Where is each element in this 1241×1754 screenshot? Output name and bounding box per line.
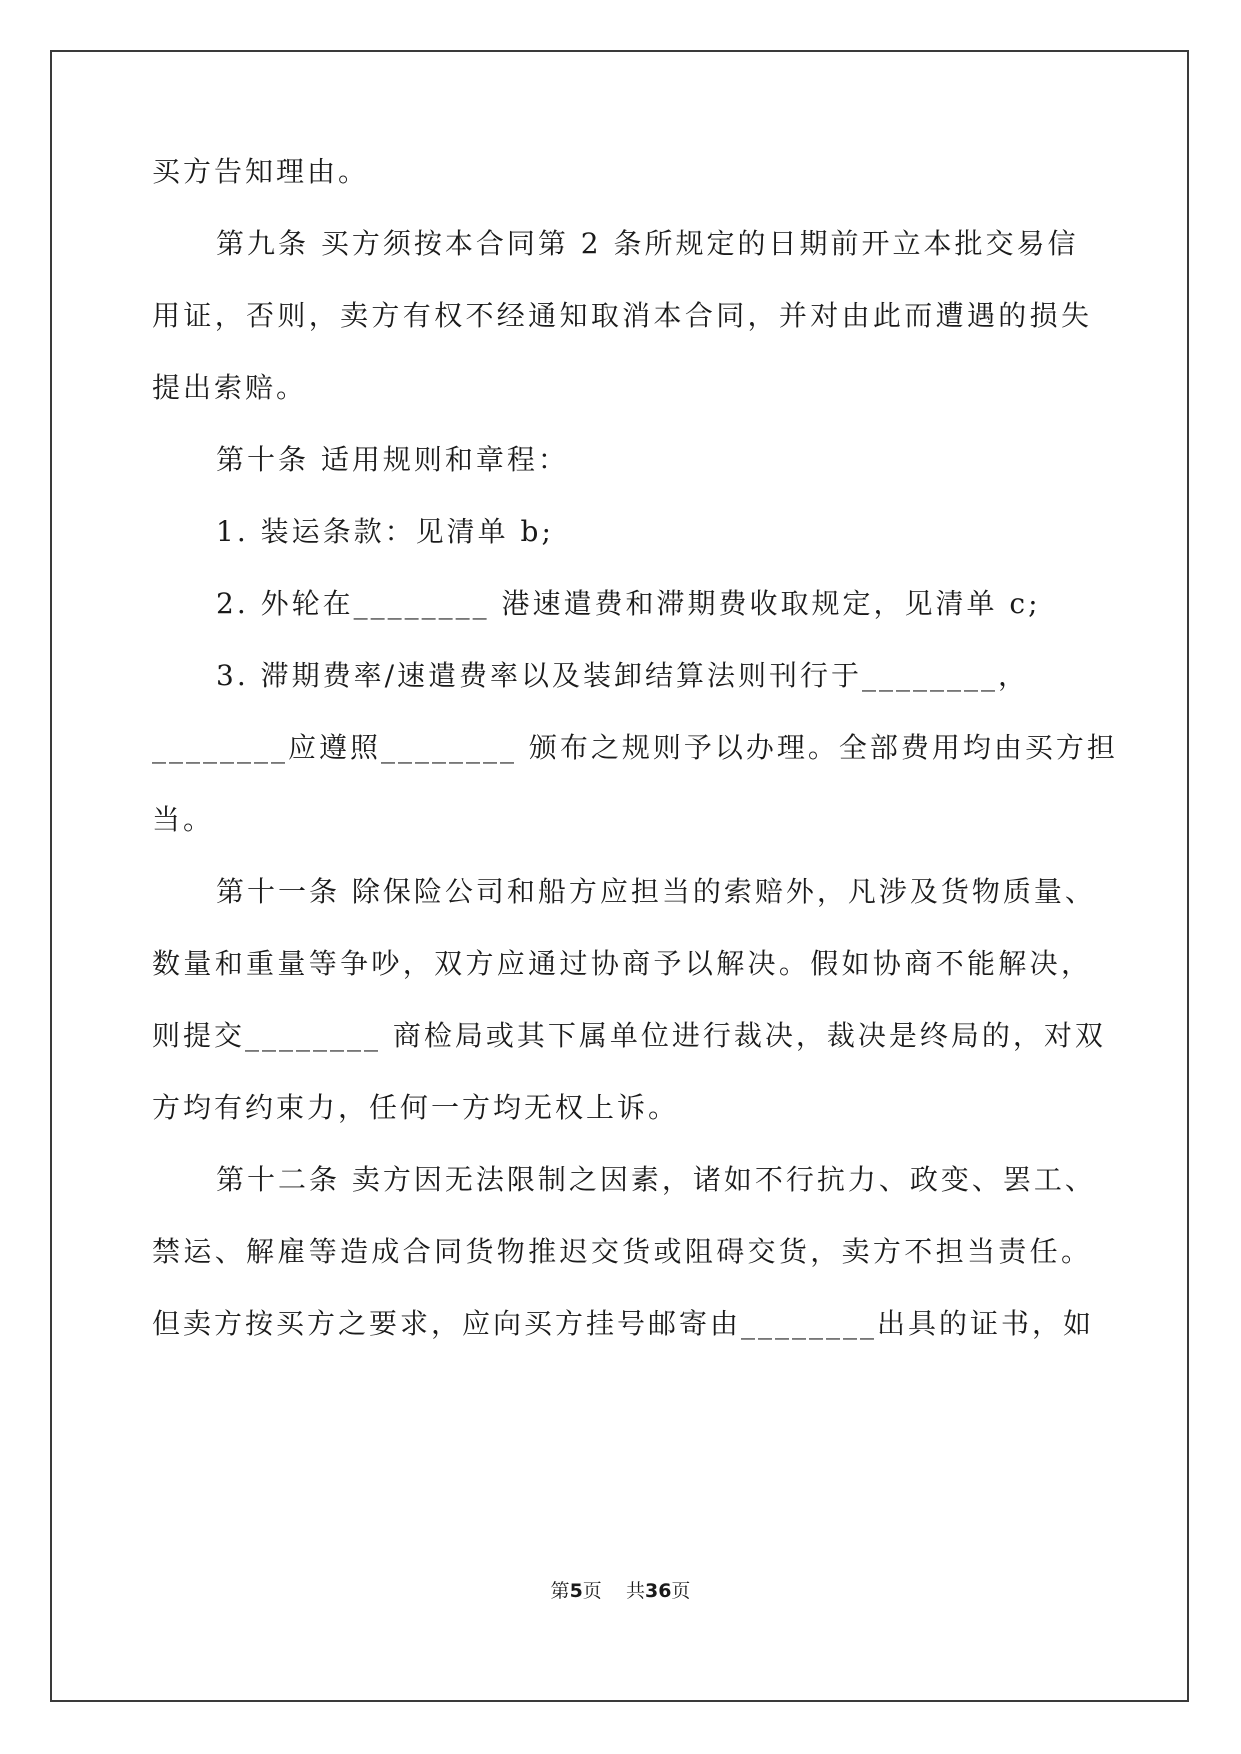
text-line: 第十条 适用规则和章程： bbox=[216, 443, 569, 476]
text-line: 3. 滞期费率/速遣费率以及装卸结算法则刊行于________， bbox=[216, 659, 1030, 692]
total-page-count: 36 bbox=[644, 1580, 672, 1602]
text-line: 当。 bbox=[152, 803, 215, 836]
footer-suffix: 页 bbox=[671, 1580, 691, 1602]
text-line: 1. 装运条款：见清单 b; bbox=[216, 515, 554, 548]
text-line: 第九条 买方须按本合同第 2 条所规定的日期前开立本批交易信 bbox=[216, 227, 1079, 260]
text-line: 方均有约束力，任何一方均无权上诉。 bbox=[152, 1091, 680, 1124]
text-line: 第十二条 卖方因无法限制之因素，诸如不行抗力、政变、罢工、 bbox=[216, 1163, 1096, 1196]
footer-middle: 页 共 bbox=[582, 1580, 645, 1602]
text-line: 提出索赔。 bbox=[152, 371, 308, 404]
current-page-number: 5 bbox=[569, 1580, 583, 1602]
text-line: 数量和重量等争吵，双方应通过协商予以解决。假如协商不能解决， bbox=[152, 947, 1092, 980]
text-line: 第十一条 除保险公司和船方应担当的索赔外，凡涉及货物质量、 bbox=[216, 875, 1096, 908]
text-line: 禁运、解雇等造成合同货物推迟交货或阻碍交货，卖方不担当责任。 bbox=[152, 1235, 1092, 1268]
text-line: ________应遵照________ 颁布之规则予以办理。全部费用均由买方担 bbox=[152, 731, 1118, 764]
text-line: 用证，否则，卖方有权不经通知取消本合同，并对由此而遭遇的损失 bbox=[152, 299, 1092, 332]
text-line: 但卖方按买方之要求，应向买方挂号邮寄由________出具的证书，如 bbox=[152, 1307, 1095, 1340]
page-footer bbox=[0, 1578, 1241, 1604]
text-line: 2. 外轮在________ 港速遣费和滞期费收取规定，见清单 c; bbox=[216, 587, 1041, 620]
footer-prefix: 第 bbox=[550, 1580, 570, 1602]
text-line: 则提交________ 商检局或其下属单位进行裁决，裁决是终局的，对双 bbox=[152, 1019, 1106, 1052]
text-line: 买方告知理由。 bbox=[152, 155, 370, 188]
